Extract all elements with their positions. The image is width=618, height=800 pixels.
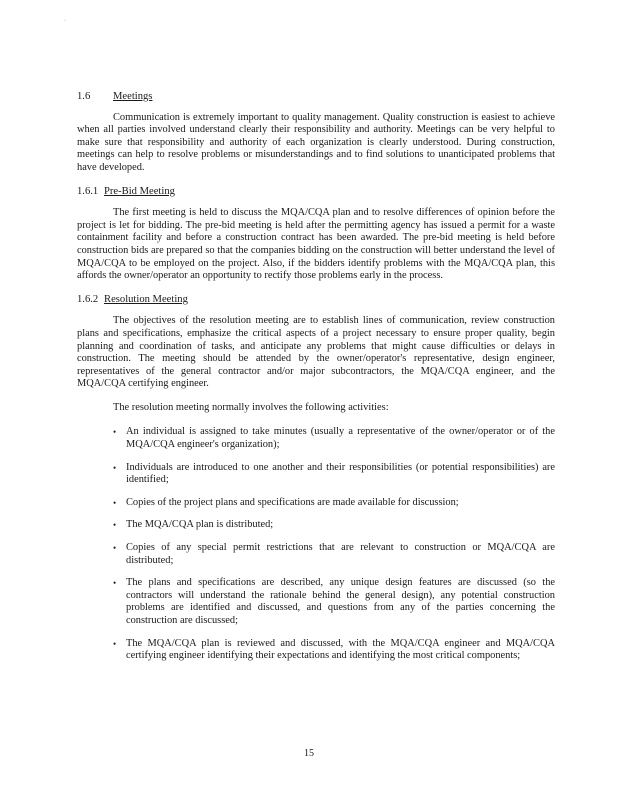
bullet-icon: • xyxy=(113,497,117,508)
bullet-icon: • xyxy=(113,462,117,473)
bullet-icon: • xyxy=(113,638,117,649)
scan-speck: · xyxy=(64,18,66,24)
list-item-text: The MQA/CQA plan is distributed; xyxy=(126,519,274,531)
resolution-paragraph: The objectives of the resolution meeting are to establish lines of communication, review construction plans and specifications, emphasize the critical aspects of a project necessary to ensure proper quality, begin planning and coordination of tasks, and anticipate any problems that might cause difficulties or delays in construction. The meeting should be attended by the owner/operator's representative, design engineer, representatives of the general contractor and/or major subcontractors, the MQA/CQA engineer, and the MQA/CQA certifying engineer. xyxy=(77,315,555,390)
list-item-text: The MQA/CQA plan is reviewed and discussed, with the MQA/CQA engineer and MQA/CQA certifying engineer identifying their expectations and identifying the most critical components; xyxy=(126,637,555,662)
bullet-icon: • xyxy=(113,578,117,589)
list-item-text: Individuals are introduced to one another and their responsibilities (or potential responsibilities) are identified; xyxy=(126,461,555,486)
subsection-title: Resolution Meeting xyxy=(104,293,188,305)
bullet-icon: • xyxy=(113,427,117,438)
list-item xyxy=(113,638,555,663)
section-title: Meetings xyxy=(113,91,153,102)
meetings-paragraph: Communication is extremely important to quality management. Quality construction is easiest to achieve when all parties involved understand clearly their responsibility and authority. Meetings can be very helpful to make sure that responsibility and authority of each organization is clearly understood. During construction, meetings can help to resolve problems or misunderstandings and to find solutions to unanticipated problems that have developed. xyxy=(77,111,555,173)
activities-list xyxy=(77,426,555,662)
section-heading-meetings xyxy=(77,91,555,104)
list-item xyxy=(113,542,555,567)
list-item xyxy=(113,426,555,451)
subsection-number: 1.6.2 xyxy=(77,293,99,305)
subsection-number: 1.6.1 xyxy=(77,185,99,197)
list-item xyxy=(113,497,555,510)
subsection-heading-resolution xyxy=(77,294,555,307)
section-number: 1.6 xyxy=(77,91,91,102)
list-item-text: Copies of any special permit restrictions that are relevant to construction or MQA/CQA are distributed; xyxy=(126,542,555,566)
pre-bid-paragraph: The first meeting is held to discuss the MQA/CQA plan and to resolve differences of opinion before the project is let for bidding. The pre-bid meeting is held after the permitting agency has issued a permit for a waste containment facility and before a construction contract has been awarded. The pre-bid meeting is held before construction bids are prepared so that the companies bidding on the construction will better understand the level of MQA/CQA to be employed on the project. Also, if the bidders identify problems with the MQA/CQA plan, this affords the owner/operator an opportunity to rectify those problems early in the process. xyxy=(77,207,555,282)
list-item-text: The plans and specifications are described, any unique design features are discussed (so the contractors will understand the rationale behind the general design), any potential construction problems are identified and discussed, and questions from any of the parties concerning the construction are discussed; xyxy=(126,577,555,626)
page-number: 15 xyxy=(304,748,314,759)
list-item xyxy=(113,577,555,627)
list-item-text: Copies of the project plans and specifications are made available for discussion; xyxy=(126,496,459,508)
subsection-heading-pre-bid xyxy=(77,186,555,199)
activities-intro: The resolution meeting normally involves the following activities: xyxy=(113,401,389,413)
bullet-icon: • xyxy=(113,543,117,554)
list-item xyxy=(113,519,555,532)
list-item-text: An individual is assigned to take minutes (usually a representative of the owner/operator or of the MQA/CQA engineer's organization); xyxy=(126,426,555,451)
page-content xyxy=(77,91,555,673)
bullet-icon: • xyxy=(113,520,117,531)
subsection-title: Pre-Bid Meeting xyxy=(104,185,175,197)
list-item xyxy=(113,462,555,487)
